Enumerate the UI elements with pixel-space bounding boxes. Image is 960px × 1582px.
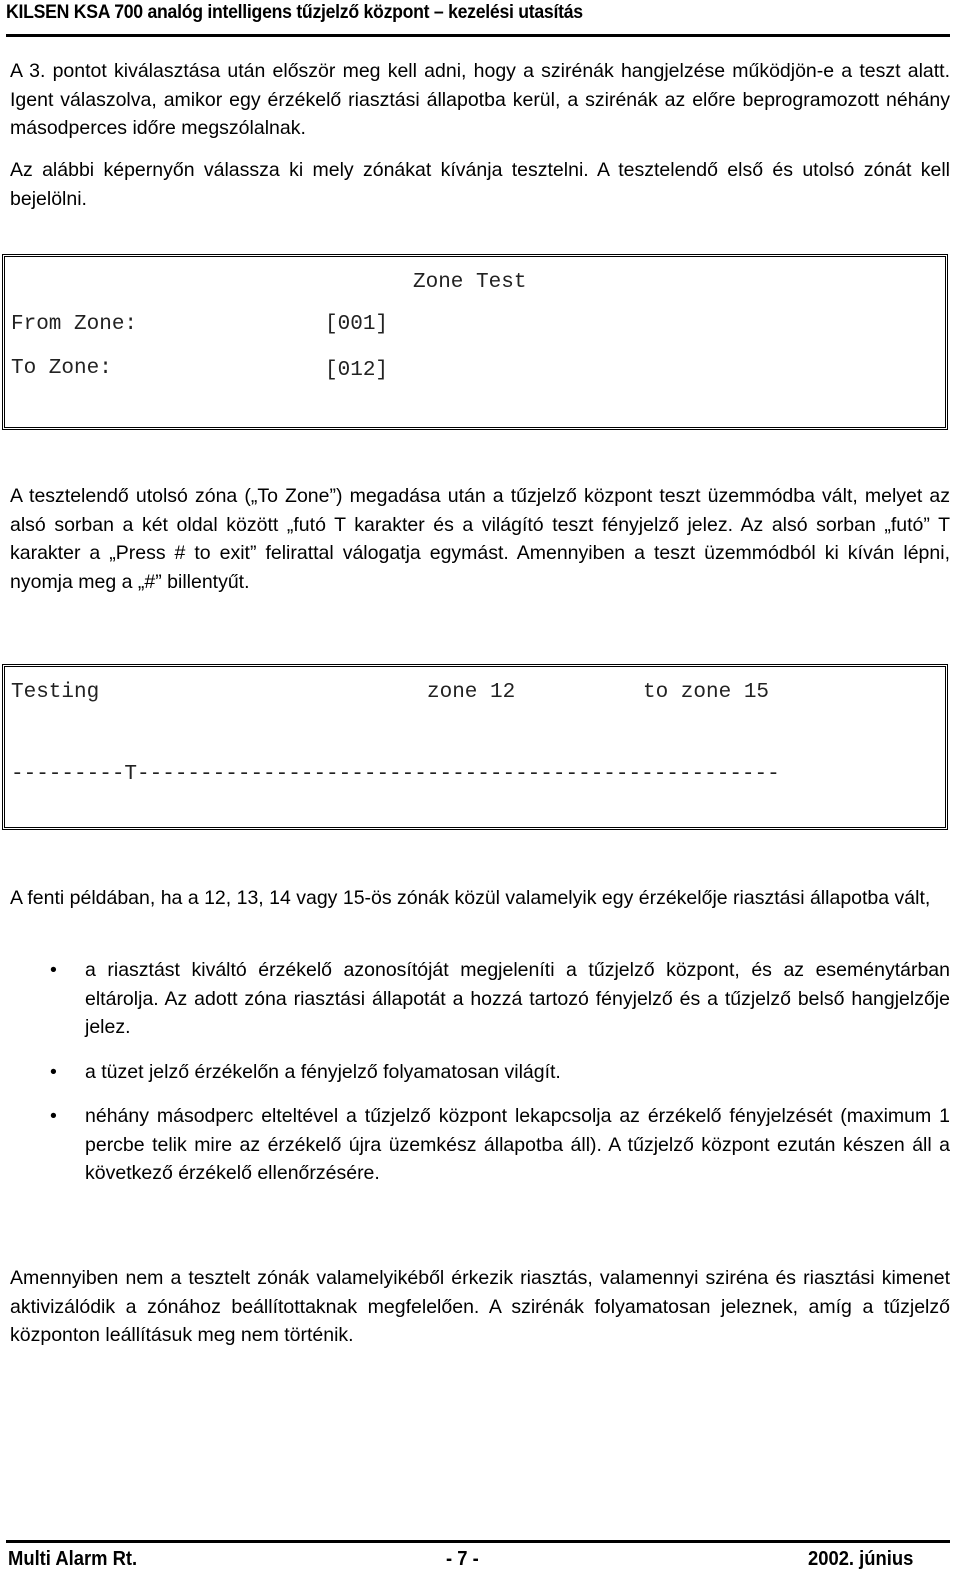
list-item	[10, 1102, 950, 1188]
to-zone-number: 012	[337, 359, 376, 382]
list-item-text: a tüzet jelző érzékelőn a fényjelző folyamatosan világít.	[85, 1060, 561, 1083]
header-rule	[6, 34, 950, 37]
zone-test-screen	[2, 254, 948, 430]
footer-page-number: - 7 -	[446, 1548, 479, 1570]
footer-date: 2002. június	[808, 1548, 914, 1570]
footer-company: Multi Alarm Rt.	[8, 1548, 138, 1570]
paragraph-zone-select: Az alábbi képernyőn válassza ki mely zónákat kívánja tesztelni. A tesztelendő első és utolsó zónát kell bejelölni.	[10, 159, 950, 210]
testing-zone-to: to zone 15	[643, 681, 770, 704]
list-item	[10, 956, 950, 1042]
paragraph-test-mode: A tesztelendő utolsó zóna („To Zone”) megadása után a tűzjelző központ teszt üzemmódba vált, melyet az alsó sorban a két oldal között „futó T karakter és a világító teszt fényjelző jelez. Az alsó sorban „futó” T karakter a „Press # to exit” felirattal válogatja egymást. Amennyiben a teszt üzemmódból ki kíván lépni, nyomja meg a „#” billentyűt.	[10, 485, 950, 593]
screen-title: Zone Test	[413, 271, 527, 294]
from-zone-value: [001]	[325, 313, 389, 336]
paragraph-siren-test: A 3. pontot kiválasztása után először meg kell adni, hogy a szirénák hangjelzése működjön-e a teszt alatt. Igent válaszolva, amikor egy érzékelő riasztási állapotba kerül, a szirénák az előre beprogramozott néhány másodperces időre megszólalnak.	[10, 60, 950, 139]
testing-screen	[2, 664, 948, 830]
list-item	[10, 1058, 950, 1087]
to-zone-label: To Zone:	[11, 357, 112, 380]
to-zone-value: [012]	[325, 359, 389, 382]
bullet-icon: •	[50, 959, 57, 981]
testing-progress-line: ---------T---------------------------------------------------	[11, 763, 780, 786]
testing-label: Testing	[11, 681, 100, 704]
paragraph-other-zones: Amennyiben nem a tesztelt zónák valamelyikéből érkezik riasztás, valamennyi sziréna és riasztási kimenet aktivizálódik a zónához beállítottaknak megfelelően. A szirénák folyamatosan jeleznek, amíg a tűzjelző központon leállításuk meg nem történik.	[10, 1267, 950, 1346]
paragraph-example: A fenti példában, ha a 12, 13, 14 vagy 15-ös zónák közül valamelyik egy érzékelője riasztási állapotba vált,	[10, 887, 931, 909]
consequence-list	[10, 956, 950, 1204]
bullet-icon: •	[50, 1060, 57, 1083]
page-header-title: KILSEN KSA 700 analóg intelligens tűzjelző központ – kezelési utasítás	[6, 2, 583, 23]
list-item-text: néhány másodperc elteltével a tűzjelző központ lekapcsolja az érzékelő fényjelzését (maximum 1 percbe telik mire az érzékelő újra üzemkész állapotba áll). A tűzjelző központ ezután készen áll a következő érzékelő ellenőrzésére.	[85, 1105, 950, 1184]
list-item-text: a riasztást kiváltó érzékelő azonosítóját megjeleníti a tűzjelző központ, és az eseménytárban eltárolja. Az adott zóna riasztási állapotát a hozzá tartozó fényjelző és a tűzjelző belső hangjelzője jelez.	[85, 959, 950, 1038]
testing-zone-from: zone 12	[427, 681, 516, 704]
from-zone-label: From Zone:	[11, 313, 138, 336]
from-zone-number: 001	[337, 313, 376, 336]
bullet-icon: •	[50, 1105, 57, 1127]
footer-rule	[6, 1540, 950, 1543]
